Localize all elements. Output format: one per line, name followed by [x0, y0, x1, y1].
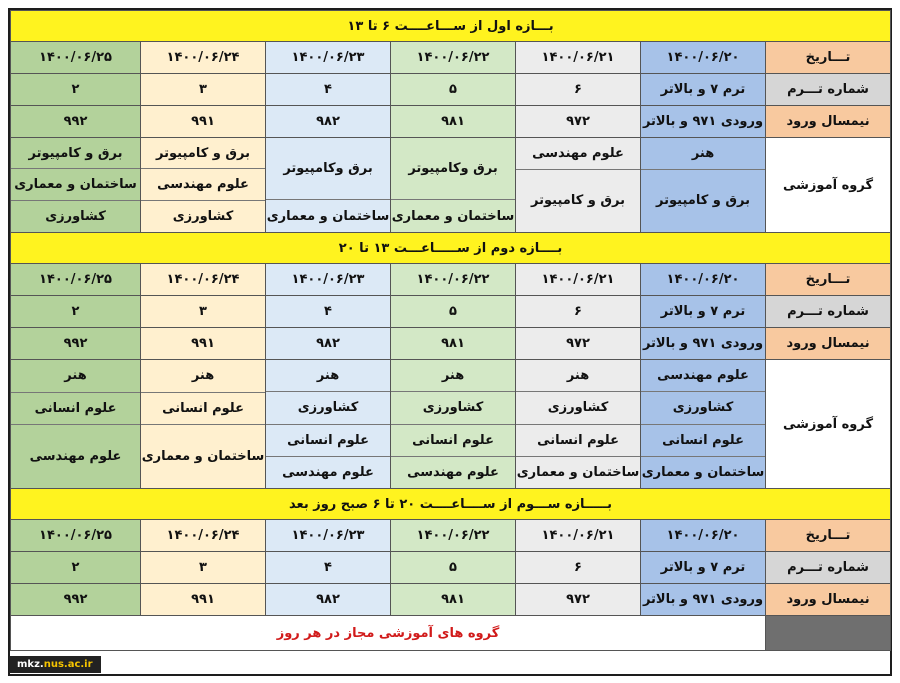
- group-item: برق و کامپیوتر: [156, 145, 250, 161]
- term-cell: ترم ۷ و بالاتر: [641, 296, 766, 328]
- term-cell: ۶: [516, 296, 641, 328]
- section-1-group-row: [11, 138, 891, 233]
- entry-cell: ۹۸۱: [391, 328, 516, 360]
- entry-cell: ۹۹۱: [141, 328, 266, 360]
- date-cell: ۱۴۰۰/۰۶/۲۵: [11, 264, 141, 296]
- section-1-term-row: [11, 74, 891, 106]
- date-cell: ۱۴۰۰/۰۶/۲۰: [641, 520, 766, 552]
- term-cell: ۲: [11, 296, 141, 328]
- entry-cell: ورودی ۹۷۱ و بالاتر: [641, 584, 766, 616]
- term-cell: ۳: [141, 552, 266, 584]
- section-1-title: بـــازه اول از ســـاعــــت ۶ تا ۱۳: [11, 11, 891, 42]
- group-item: ساختمان و معماری: [266, 199, 390, 232]
- group-item: علوم مهندسی: [266, 456, 390, 488]
- term-cell: ترم ۷ و بالاتر: [641, 74, 766, 106]
- entry-cell: ۹۹۲: [11, 106, 141, 138]
- group-cell: [11, 138, 141, 233]
- group-item: هنر: [441, 368, 465, 384]
- group-item: برق و کامپیوتر: [516, 169, 640, 232]
- entry-cell: ورودی ۹۷۱ و بالاتر: [641, 328, 766, 360]
- section-2-term-row: [11, 296, 891, 328]
- term-cell: ۵: [391, 296, 516, 328]
- entry-cell: ۹۹۲: [11, 328, 141, 360]
- group-item: برق و کامپیوتر: [28, 145, 123, 161]
- entry-cell: ۹۸۲: [266, 106, 391, 138]
- date-cell: ۱۴۰۰/۰۶/۲۳: [266, 264, 391, 296]
- entry-cell: ۹۸۲: [266, 328, 391, 360]
- entry-cell: ورودی ۹۷۱ و بالاتر: [641, 106, 766, 138]
- date-cell: ۱۴۰۰/۰۶/۲۵: [11, 520, 141, 552]
- row-label-term: شماره تـــرم: [766, 552, 891, 584]
- group-item: کشاورزی: [11, 200, 140, 232]
- term-cell: ۶: [516, 552, 641, 584]
- date-cell: ۱۴۰۰/۰۶/۲۰: [641, 264, 766, 296]
- entry-cell: ۹۹۱: [141, 584, 266, 616]
- date-cell: ۱۴۰۰/۰۶/۲۲: [391, 42, 516, 74]
- group-cell: [141, 138, 266, 233]
- date-cell: ۱۴۰۰/۰۶/۲۴: [141, 264, 266, 296]
- row-label-entry: نیمسال ورود: [766, 584, 891, 616]
- group-item: علوم انسانی: [391, 424, 515, 456]
- term-cell: ۴: [266, 74, 391, 106]
- term-cell: ترم ۷ و بالاتر: [641, 552, 766, 584]
- term-cell: ۳: [141, 296, 266, 328]
- date-cell: ۱۴۰۰/۰۶/۲۴: [141, 520, 266, 552]
- group-item: هنر: [566, 368, 590, 384]
- group-item: کشاورزی: [516, 391, 640, 423]
- group-item: کشاورزی: [391, 391, 515, 423]
- group-cell: [11, 360, 141, 489]
- section-3-date-row: [11, 520, 891, 552]
- section-3-term-row: [11, 552, 891, 584]
- group-item: برق و کامپیوتر: [641, 169, 765, 232]
- footer-note: گروه های آموزشی مجاز در هر روز: [11, 616, 766, 651]
- entry-cell: ۹۷۲: [516, 584, 641, 616]
- group-item: برق وکامپیوتر: [408, 161, 498, 177]
- term-cell: ۵: [391, 74, 516, 106]
- group-item: علوم انسانی: [141, 392, 265, 425]
- row-label-entry: نیمسال ورود: [766, 328, 891, 360]
- date-cell: ۱۴۰۰/۰۶/۲۳: [266, 42, 391, 74]
- group-item: ساختمان و معماری: [11, 168, 140, 199]
- section-3-entry-row: [11, 584, 891, 616]
- group-item: هنر: [316, 368, 340, 384]
- entry-cell: ۹۹۲: [11, 584, 141, 616]
- group-cell: [641, 360, 766, 489]
- entry-cell: ۹۹۱: [141, 106, 266, 138]
- footer-dark-cell: [766, 616, 891, 651]
- term-cell: ۶: [516, 74, 641, 106]
- date-cell: ۱۴۰۰/۰۶/۲۱: [516, 520, 641, 552]
- group-item: برق وکامپیوتر: [283, 161, 373, 177]
- group-item: ساختمان و معماری: [641, 456, 765, 488]
- entry-cell: ۹۷۲: [516, 106, 641, 138]
- section-3-title: بـــــازه ســـوم از ســــاعــــت ۲۰ تا ۶ صبح روز بعد: [11, 489, 891, 520]
- date-cell: ۱۴۰۰/۰۶/۲۲: [391, 520, 516, 552]
- group-item: علوم انسانی: [11, 392, 140, 425]
- term-cell: ۵: [391, 552, 516, 584]
- site-logo: [9, 656, 101, 673]
- row-label-date: تـــاریخ: [766, 42, 891, 74]
- term-cell: ۴: [266, 296, 391, 328]
- group-item: کشاورزی: [641, 391, 765, 423]
- term-cell: ۲: [11, 552, 141, 584]
- group-item: علوم مهندسی: [391, 456, 515, 488]
- group-item: هنر: [191, 368, 215, 384]
- group-cell: [641, 138, 766, 233]
- group-item: ساختمان و معماری: [141, 424, 265, 488]
- section-2-entry-row: [11, 328, 891, 360]
- group-cell: [391, 360, 516, 489]
- group-cell: [391, 138, 516, 233]
- group-item: علوم مهندسی: [657, 368, 749, 384]
- entry-cell: ۹۷۲: [516, 328, 641, 360]
- row-label-entry: نیمسال ورود: [766, 106, 891, 138]
- group-cell: [266, 360, 391, 489]
- group-item: علوم انسانی: [266, 424, 390, 456]
- row-label-term: شماره تـــرم: [766, 296, 891, 328]
- row-label-date: تـــاریخ: [766, 264, 891, 296]
- term-cell: ۳: [141, 74, 266, 106]
- row-label-group: گروه آموزشی: [766, 138, 891, 233]
- term-cell: ۴: [266, 552, 391, 584]
- date-cell: ۱۴۰۰/۰۶/۲۱: [516, 42, 641, 74]
- group-item: علوم مهندسی: [532, 145, 624, 161]
- term-cell: ۲: [11, 74, 141, 106]
- section-1-date-row: [11, 42, 891, 74]
- date-cell: ۱۴۰۰/۰۶/۲۱: [516, 264, 641, 296]
- footer-row: [11, 616, 891, 651]
- row-label-group: گروه آموزشی: [766, 360, 891, 489]
- section-2-group-row: [11, 360, 891, 489]
- group-item: ساختمان و معماری: [516, 456, 640, 488]
- row-label-date: تـــاریخ: [766, 520, 891, 552]
- group-item: علوم انسانی: [516, 424, 640, 456]
- row-label-term: شماره تـــرم: [766, 74, 891, 106]
- group-item: علوم مهندسی: [141, 168, 265, 199]
- schedule-table: [10, 10, 891, 651]
- section-2-title: بــــازه دوم از ســـــاعـــت ۱۳ تا ۲۰: [11, 233, 891, 264]
- group-item: هنر: [64, 368, 87, 384]
- date-cell: ۱۴۰۰/۰۶/۲۰: [641, 42, 766, 74]
- group-cell: [266, 138, 391, 233]
- group-cell: [516, 138, 641, 233]
- entry-cell: ۹۸۱: [391, 584, 516, 616]
- section-1-entry-row: [11, 106, 891, 138]
- group-item: هنر: [691, 145, 715, 161]
- group-item: علوم مهندسی: [11, 424, 140, 488]
- group-cell: [141, 360, 266, 489]
- date-cell: ۱۴۰۰/۰۶/۲۲: [391, 264, 516, 296]
- group-item: علوم انسانی: [641, 424, 765, 456]
- date-cell: ۱۴۰۰/۰۶/۲۴: [141, 42, 266, 74]
- date-cell: ۱۴۰۰/۰۶/۲۵: [11, 42, 141, 74]
- entry-cell: ۹۸۱: [391, 106, 516, 138]
- logo-domain: nus.ac.ir: [43, 659, 93, 670]
- group-item: ساختمان و معماری: [391, 199, 515, 232]
- date-cell: ۱۴۰۰/۰۶/۲۳: [266, 520, 391, 552]
- group-item: کشاورزی: [141, 200, 265, 232]
- section-2-date-row: [11, 264, 891, 296]
- group-cell: [516, 360, 641, 489]
- entry-cell: ۹۸۲: [266, 584, 391, 616]
- group-item: کشاورزی: [266, 391, 390, 423]
- schedule-sheet: [8, 8, 892, 676]
- logo-prefix: mkz.: [17, 659, 44, 670]
